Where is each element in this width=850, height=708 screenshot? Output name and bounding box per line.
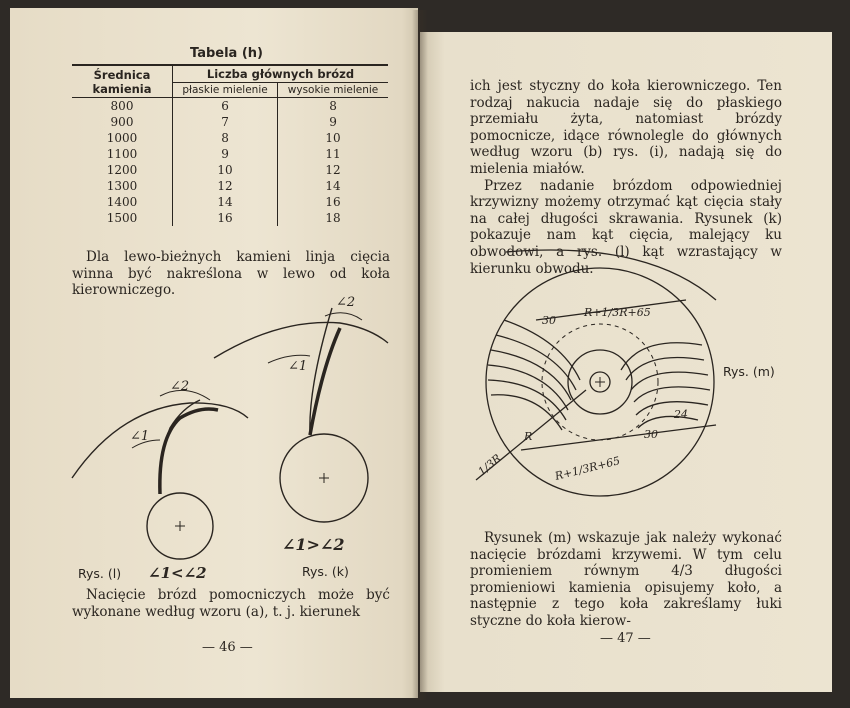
cell-diameter: 1300 bbox=[106, 179, 138, 193]
fig-l-line bbox=[160, 400, 200, 494]
left-page-number: — 46 — bbox=[202, 640, 253, 655]
cell-diameter: 900 bbox=[110, 115, 134, 129]
cell-diameter: 800 bbox=[110, 99, 134, 113]
cell-flat: 6 bbox=[173, 98, 278, 115]
cell-high: 12 bbox=[278, 162, 388, 178]
fig-m-groove-l6 bbox=[504, 320, 580, 380]
left-paragraph-1-text: Dla lewo-bieżnych kamieni linja cięcia winna być nakreślona w lewo od koła kierowniczego. bbox=[72, 249, 390, 299]
fig-m-groove-r1 bbox=[626, 358, 704, 381]
right-paragraph-3: Rysunek (m) wskazuje jak należy wykonać nacięcie brózdami krzywemi. W tym celu promieniem równym 4/3 długości promieniowi kamienia opisujemy koło, a następnie z tego koła zakreślamy łuki styczne do koła kierow- bbox=[470, 530, 782, 629]
fig-m-chord-bottom bbox=[521, 425, 716, 450]
fig-k-angle2-label: ∠2 bbox=[336, 295, 356, 310]
fig-m-groove-l5 bbox=[491, 395, 562, 430]
cell-diameter: 1200 bbox=[106, 163, 138, 177]
cell-high: 8 bbox=[278, 98, 388, 115]
table-row bbox=[72, 210, 388, 226]
fig-m-caption: Rys. (m) bbox=[723, 364, 775, 379]
fig-l-caption: Rys. (l) bbox=[78, 566, 122, 581]
table-row bbox=[72, 130, 388, 146]
cell-high: 9 bbox=[278, 114, 388, 130]
header-grooves: Liczba głównych brózd bbox=[173, 65, 389, 83]
right-paragraph-3-box bbox=[470, 530, 782, 630]
cell-flat: 14 bbox=[173, 194, 278, 210]
cell-diameter: 1500 bbox=[106, 211, 138, 225]
fig-m-label-top: R+1/3R+65 bbox=[584, 306, 651, 319]
fig-k-outer-arc bbox=[214, 322, 388, 358]
header-diameter: Średnica kamienia bbox=[72, 65, 173, 98]
right-paragraph-2: Przez nadanie brózdom odpowiedniej krzywizny możemy otrzymać kąt cięcia stały na całej długości skrawania. Rysunek (k) pokazuje nam kąt cięcia, malejący ku obwodowi, a rys. (l) kąt wzrastający w kierunku obwodu. bbox=[470, 177, 782, 277]
cell-flat: 7 bbox=[173, 114, 278, 130]
cell-flat: 10 bbox=[173, 162, 278, 178]
table-row bbox=[72, 194, 388, 210]
cell-diameter: 1000 bbox=[106, 131, 138, 145]
table-row bbox=[72, 146, 388, 162]
header-high: wysokie mielenie bbox=[278, 83, 388, 98]
fig-l-groove bbox=[160, 409, 218, 494]
fig-m-outer-arc bbox=[506, 250, 716, 300]
left-paragraph-2 bbox=[72, 587, 390, 620]
cell-flat: 16 bbox=[173, 210, 278, 226]
cell-flat: 9 bbox=[173, 146, 278, 162]
fig-l-angle1-label: ∠1 bbox=[130, 429, 150, 444]
cell-diameter: 1400 bbox=[106, 195, 138, 209]
right-page-number: — 47 — bbox=[600, 631, 651, 646]
cell-high: 10 bbox=[278, 130, 388, 146]
fig-m-label-30b: 30 bbox=[644, 428, 658, 441]
table-title: Tabela (h) bbox=[190, 46, 263, 61]
table-row bbox=[72, 98, 388, 115]
fig-m-label-r: R bbox=[524, 430, 533, 443]
cell-high: 16 bbox=[278, 194, 388, 210]
fig-m-groove-r6 bbox=[638, 416, 698, 428]
cell-diameter: 1100 bbox=[106, 147, 138, 161]
fig-m-label-bottom: R+1/3R+65 bbox=[553, 454, 622, 483]
fig-m-groove-r3 bbox=[634, 387, 710, 402]
cell-high: 18 bbox=[278, 210, 388, 226]
header-flat: płaskie mielenie bbox=[173, 83, 278, 98]
fig-m-label-30a: 30 bbox=[542, 314, 556, 327]
fig-k-angle1-label: ∠1 bbox=[288, 359, 308, 374]
fig-m-groove-r5 bbox=[621, 343, 702, 370]
cell-flat: 8 bbox=[173, 130, 278, 146]
cell-flat: 12 bbox=[173, 178, 278, 194]
fig-k-angle2-arc bbox=[325, 313, 362, 320]
fig-m-groove-r4 bbox=[636, 402, 708, 415]
fig-m-label-third: 1/3R bbox=[475, 451, 504, 479]
fig-l-relation: ∠1<∠2 bbox=[148, 564, 207, 582]
fig-k-relation: ∠1>∠2 bbox=[282, 535, 345, 554]
figure-m bbox=[466, 240, 766, 500]
table-row bbox=[72, 162, 388, 178]
table-row bbox=[72, 114, 388, 130]
cell-high: 11 bbox=[278, 146, 388, 162]
fig-l-angle2-label: ∠2 bbox=[170, 379, 190, 394]
grooves-table bbox=[72, 64, 388, 226]
fig-m-label-24: 24 bbox=[674, 408, 688, 421]
table-row bbox=[72, 178, 388, 194]
right-paragraph-1: ich jest styczny do koła kierowniczego. Ten rodzaj nakucia nadaje się do płaskiego przemiału żyta, natomiast brózdy pomocnicze, idące równolegle do głównych według wzoru (b) rys. (i), nadają się do mielenia miałów. bbox=[470, 78, 782, 177]
cell-high: 14 bbox=[278, 178, 388, 194]
fig-k-caption: Rys. (k) bbox=[302, 564, 349, 579]
figures-l-k bbox=[10, 288, 418, 588]
left-paragraph-2-text: Nacięcie brózd pomocniczych może być wykonane według wzoru (a), t. j. kierunek bbox=[72, 587, 390, 620]
